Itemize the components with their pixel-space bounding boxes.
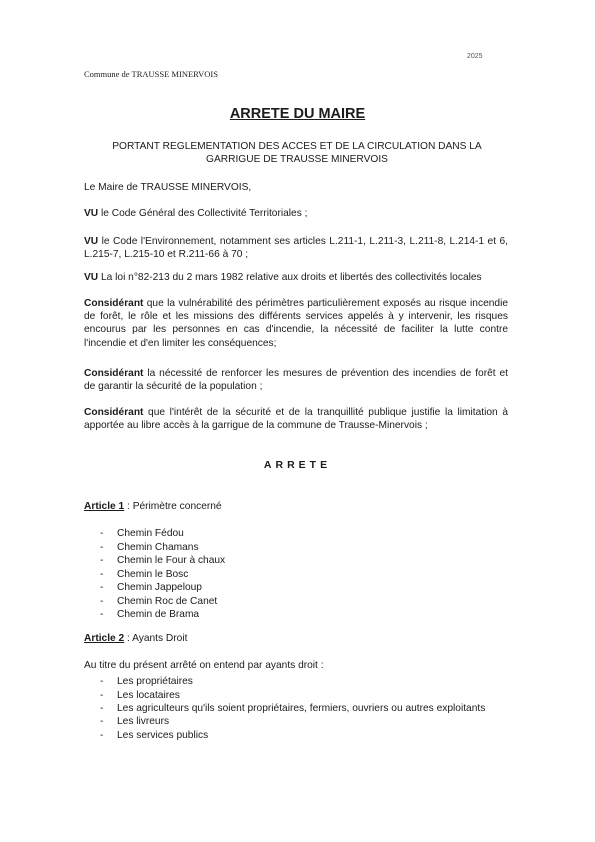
list-item: - Chemin le Bosc — [100, 568, 189, 580]
list-item: - Chemin le Four à chaux — [100, 555, 226, 566]
vu-text: La loi n°82-213 du 2 mars 1982 relative aux droits et libertés des collectivités locales — [98, 272, 482, 283]
list-item: - Les propriétaires — [100, 676, 193, 687]
considerant-text: que la vulnérabilité des périmètres particulièrement exposés au risque incendie de forêt, le rôle et les missions des différents services appelés à y intervenir, les risques encourus par les personnes en cas d'incendie, la nécessité de faciliter la lutte contre l'incendie et d'en limiter les conséquences; — [84, 298, 508, 349]
article-label: Article 2 — [84, 633, 125, 644]
list-item: - Chemin Fédou — [100, 528, 184, 539]
article-2-intro: Au titre du présent arrêté on entend par ayants droit : — [84, 660, 324, 671]
list-item: - Chemin de Brama — [100, 609, 200, 620]
list-item: - Les locataires — [100, 689, 180, 701]
considerant-paragraph-3 — [84, 406, 508, 432]
vu-text: le Code Général des Collectivité Territoriales ; — [98, 208, 308, 219]
considerant-paragraph-2 — [84, 367, 508, 393]
considerant-text: la nécessité de renforcer les mesures de prévention des incendies de forêt et de garantir la sécurité de la population ; — [84, 368, 508, 393]
article-label: Article 1 — [84, 501, 125, 512]
article-2-heading — [84, 633, 187, 644]
document-title: ARRETE DU MAIRE — [229, 106, 366, 122]
list-item: - Chemin Roc de Canet — [100, 595, 218, 607]
article-title: : Ayants Droit — [124, 633, 188, 644]
arrete-heading: ARRETE — [263, 459, 332, 471]
considerant-label: Considérant — [84, 407, 144, 418]
list-item: - Les livreurs — [100, 716, 170, 727]
commune-header: Commune de TRAUSSE MINERVOIS — [84, 69, 218, 79]
considerant-label: Considérant — [84, 368, 144, 379]
vu-paragraph-3 — [84, 271, 508, 284]
considerant-label: Considérant — [84, 298, 144, 309]
intro-line: Le Maire de TRAUSSE MINERVOIS, — [84, 182, 252, 193]
considerant-paragraph-1 — [84, 297, 508, 350]
vu-label: VU — [84, 236, 99, 247]
perimeter-list — [100, 527, 225, 622]
ayants-droit-list — [100, 675, 508, 742]
vu-paragraph-2 — [84, 235, 508, 261]
article-title: : Périmètre concerné — [124, 501, 222, 512]
document-subtitle: PORTANT REGLEMENTATION DES ACCES ET DE LA CIRCULATION DANS LA GARRIGUE DE TRAUSSE MINERVOIS — [112, 141, 482, 165]
article-1-heading — [84, 501, 222, 512]
list-item: - Chemin Chamans — [100, 541, 199, 553]
list-item: - Les services publics — [100, 729, 209, 741]
list-item: - Les agriculteurs qu'ils soient propriétaires, fermiers, ouvriers ou autres exploitants — [100, 703, 486, 714]
vu-label: VU — [84, 272, 99, 283]
vu-text: le Code l'Environnement, notamment ses articles L.211-1, L.211-3, L.211-8, L.214-1 et 6, L.215-7, L.215-10 et R.211-66 à 70 ; — [84, 236, 508, 261]
page-number: 2025 — [467, 53, 483, 60]
list-item: - Chemin Jappeloup — [100, 582, 202, 593]
vu-label: VU — [84, 208, 99, 219]
vu-paragraph-1 — [84, 207, 508, 220]
considerant-text: que l'intérêt de la sécurité et de la tranquillité publique justifie la limitation à apportée au libre accès à la garrigue de la commune de Trausse-Minervois ; — [84, 407, 508, 432]
